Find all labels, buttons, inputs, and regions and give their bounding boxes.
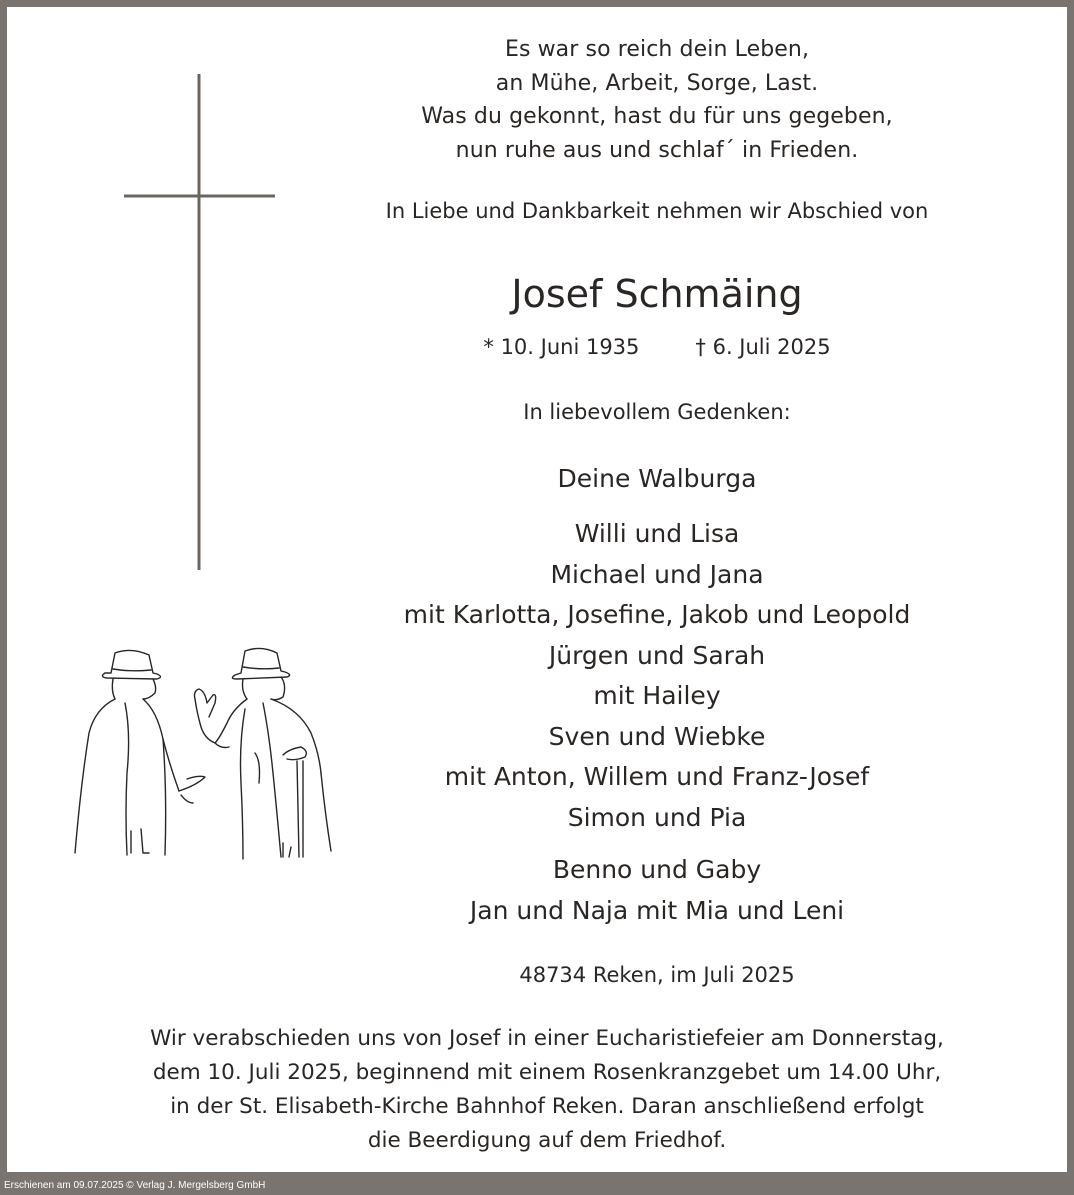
poem-line: an Mühe, Arbeit, Sorge, Last. (495, 70, 819, 96)
other-relatives (367, 850, 947, 931)
family-line: Jürgen und Sarah (548, 640, 766, 670)
two-men-illustration (69, 643, 359, 863)
service-line: dem 10. Juli 2025, beginnend mit einem Rosenkranzgebet um 14.00 Uhr, (152, 1060, 942, 1085)
death-date: † 6. Juli 2025 (695, 335, 831, 359)
poem (367, 33, 947, 167)
family-line: Sven und Wiebke (548, 721, 766, 751)
family-line: mit Anton, Willem und Franz-Josef (444, 762, 870, 791)
cross-icon (124, 74, 276, 572)
service-line: die Beerdigung auf dem Friedhof. (367, 1128, 727, 1153)
service-info (97, 1022, 997, 1158)
children-list (367, 514, 947, 838)
poem-line: Es war so reich dein Leben, (504, 37, 810, 62)
intro-text: In Liebe und Dankbarkeit nehmen wir Abschied von (385, 199, 929, 223)
family-line: Benno und Gaby (552, 855, 762, 884)
family-line: mit Hailey (593, 681, 721, 710)
family-line: Jan und Naja mit Mia und Leni (469, 895, 845, 925)
service-line: in der St. Elisabeth-Kirche Bahnhof Reken. Daran anschließend erfolgt (170, 1094, 924, 1119)
life-dates (367, 332, 947, 362)
poem-line: Was du gekonnt, hast du für uns gegeben, (421, 104, 893, 129)
place-date: 48734 Reken, im Juli 2025 (519, 963, 795, 987)
birth-date: * 10. Juni 1935 (483, 335, 640, 359)
publication-footer: Erschienen am 09.07.2025 © Verlag J. Mergelsberg GmbH (4, 1180, 266, 1191)
family-line: Michael und Jana (550, 559, 764, 589)
family-line: Willi und Lisa (574, 519, 740, 548)
family-line: mit Karlotta, Josefine, Jakob und Leopold (403, 600, 911, 629)
memory-heading: In liebevollem Gedenken: (523, 400, 791, 424)
spouse-name: Deine Walburga (557, 464, 757, 493)
poem-line: nun ruhe aus und schlaf´ in Frieden. (455, 137, 859, 163)
obituary-card (7, 7, 1067, 1172)
deceased-name: Josef Schmäing (511, 272, 803, 316)
service-line: Wir verabschieden uns von Josef in einer Eucharistiefeier am Donnerstag, (150, 1026, 944, 1051)
family-line: Simon und Pia (567, 802, 747, 832)
